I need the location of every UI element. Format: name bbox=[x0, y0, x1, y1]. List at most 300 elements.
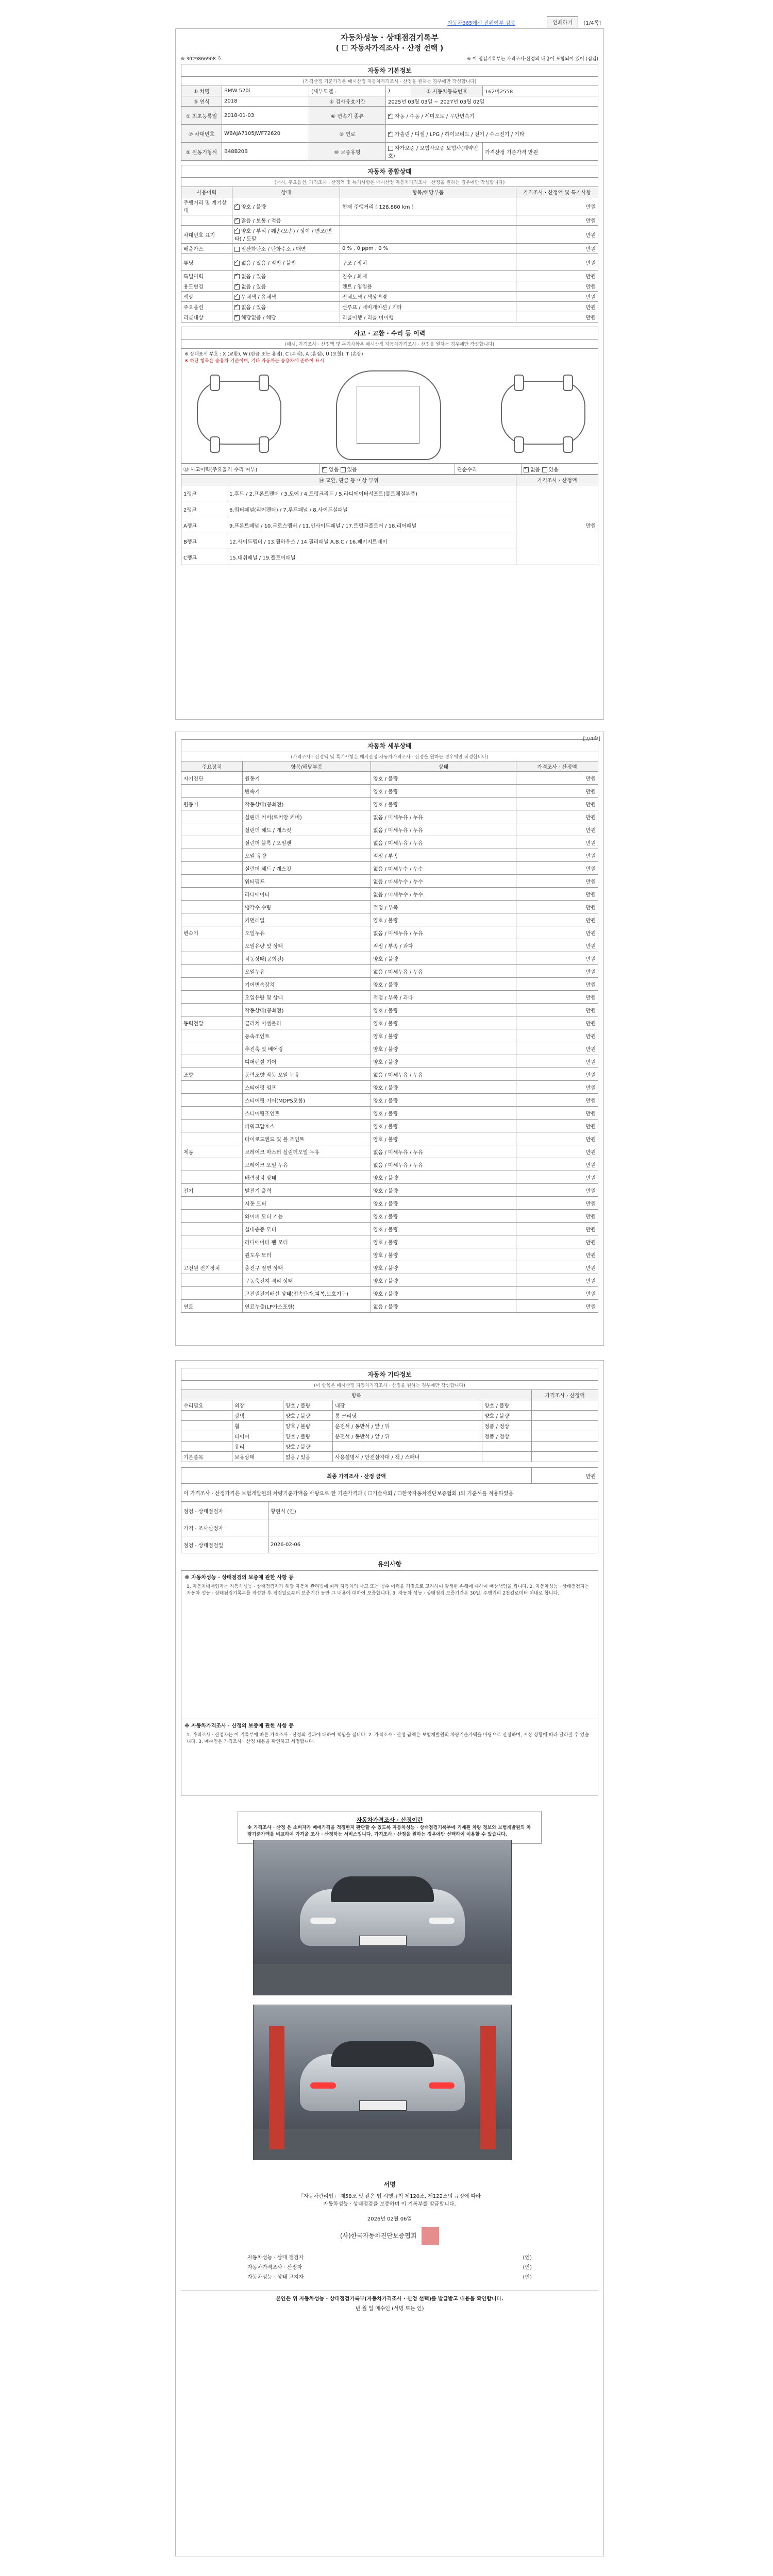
value-transmission: ✓ 자동 / 수동 / 세미오토 / 무단변속기 bbox=[386, 107, 598, 125]
table-row bbox=[181, 1171, 598, 1184]
basic-info-table bbox=[181, 86, 598, 161]
detail-part: 브레이크 오일 누유 bbox=[243, 1158, 371, 1171]
detail-sys bbox=[181, 991, 243, 1004]
table-row bbox=[181, 1248, 598, 1261]
detail-part: 파워고압호스 bbox=[243, 1120, 371, 1132]
table-row: 가격 · 조사산정자 bbox=[181, 1519, 598, 1536]
detail-price: 만원 bbox=[516, 798, 598, 810]
detail-part: 오일 유량 bbox=[243, 849, 371, 862]
detail-sys bbox=[181, 1055, 243, 1068]
detail-price: 만원 bbox=[516, 1068, 598, 1081]
table-row bbox=[181, 1210, 598, 1223]
detail-part: 배력장치 상태 bbox=[243, 1171, 371, 1184]
detail-sys bbox=[181, 939, 243, 952]
print-button[interactable]: 인쇄하기 bbox=[547, 16, 578, 27]
detail-price: 만원 bbox=[516, 901, 598, 913]
table-row: 2랭크 6.쿼터패널(리어펜더) / 7.루프패널 / 8.사이드실패널 bbox=[181, 501, 598, 517]
organization-name: (사)한국자동차진단보증협회 bbox=[340, 2232, 417, 2240]
checkbox-icon bbox=[388, 114, 393, 119]
notice1-title: ※ 자동차성능 · 상태점검의 보증에 관한 사항 등 bbox=[184, 1575, 294, 1581]
detail-state: 양호 / 불량 bbox=[371, 785, 516, 798]
table-row: 차대번호 표기 ✓양호 / 부식 / 훼손(오손) / 상이 / 변조(변타) / 도말 만원 bbox=[181, 226, 598, 244]
table-row bbox=[181, 1223, 598, 1235]
table-row: 색상 ✓ 무채색 / 유채색 전체도색 / 색상변경 만원 bbox=[181, 292, 598, 302]
checkbox-icon bbox=[388, 146, 393, 151]
detail-part: 워터펌프 bbox=[243, 875, 371, 888]
exchange-table bbox=[181, 474, 598, 565]
detail-sys: 변속기 bbox=[181, 926, 243, 939]
notice1-text: 1. 자동차매매업자는 자동차성능 · 상태점검자가 해당 자동차 관리법에 따라 자동차의 사고 또는 침수 이력을 거짓으로 고지하여 발생한 손해에 대하여 배상책임을 집니다. 2. 자동차성능 · 상태점검자는 자동차 성능 · 상태점검기록부를 작성한 후 점검일로부터 보증기간 동안 그 내용에 대하여 보증합니다. 3. 자동차 성능 · 상태점검 보증기간은 30일, 주행거리 2천킬로미터 이내로 합니다. bbox=[187, 1584, 590, 1596]
detail-sys bbox=[181, 823, 243, 836]
detail-price: 만원 bbox=[516, 939, 598, 952]
doc-note: ※ 이 점검기록부는 가격조사·산정의 내용이 포함되어 있어 (점검) bbox=[467, 57, 598, 62]
detail-part: 냉각수 수량 bbox=[243, 901, 371, 913]
wheel-icon bbox=[563, 436, 573, 453]
table-row: 점검 · 상태점검자 황현식 (인) bbox=[181, 1502, 598, 1519]
detail-sys bbox=[181, 1210, 243, 1223]
table-row bbox=[181, 862, 598, 875]
detail-part: 스티어링조인트 bbox=[243, 1107, 371, 1120]
detail-price: 만원 bbox=[516, 1094, 598, 1107]
detail-sys bbox=[181, 1029, 243, 1042]
detail-sys bbox=[181, 952, 243, 965]
photo-floor bbox=[254, 1964, 511, 1995]
page-1 bbox=[175, 28, 604, 720]
verify-link[interactable]: 자동차365에서 진위여부 검증 bbox=[447, 21, 515, 26]
detail-sys bbox=[181, 849, 243, 862]
detail-price: 만원 bbox=[516, 1081, 598, 1094]
table-row bbox=[181, 913, 598, 926]
car-side-right-shape bbox=[501, 381, 585, 445]
detail-price: 만원 bbox=[516, 888, 598, 901]
detail-part: 실린더 헤드 / 개스킷 bbox=[243, 823, 371, 836]
detail-sys bbox=[181, 785, 243, 798]
detail-price: 만원 bbox=[516, 1261, 598, 1274]
detail-sys bbox=[181, 1197, 243, 1210]
table-row bbox=[181, 798, 598, 810]
detail-sys bbox=[181, 1081, 243, 1094]
table-row: 광택 양호 / 불량 룸 크리닝 양호 / 불량 bbox=[181, 1411, 598, 1421]
detail-part: 라디에이터 팬 모터 bbox=[243, 1235, 371, 1248]
detail-part: 스티어링 펌프 bbox=[243, 1081, 371, 1094]
final-price-title: 최종 가격조사 · 산정 금액 bbox=[181, 1468, 532, 1484]
detail-sys bbox=[181, 1094, 243, 1107]
page-2 bbox=[175, 732, 604, 1346]
detail-sys bbox=[181, 1107, 243, 1120]
headlight-left bbox=[310, 1918, 336, 1924]
detail-state: 없음 / 미세누유 / 누유 bbox=[371, 836, 516, 849]
label-inspection-period: ④ 검사유효기간 bbox=[309, 96, 386, 107]
checkbox-icon bbox=[234, 305, 240, 310]
detail-price: 만원 bbox=[516, 823, 598, 836]
detail-price: 만원 bbox=[516, 1145, 598, 1158]
table-row bbox=[181, 875, 598, 888]
detail-sys: 동력전달 bbox=[181, 1016, 243, 1029]
label-car-name: ① 차명 bbox=[181, 86, 222, 96]
table-row bbox=[181, 1016, 598, 1029]
value-year: 2018 bbox=[222, 96, 309, 107]
table-row: 주요옵션 ✓ 없음 / 있음 선루프 / 네비게이션 / 기타 만원 bbox=[181, 302, 598, 312]
detail-sys bbox=[181, 1158, 243, 1171]
detail-sys bbox=[181, 1132, 243, 1145]
inspection-photo-rear bbox=[253, 2005, 512, 2160]
table-row bbox=[181, 965, 598, 978]
detail-part: 오일유량 및 상태 bbox=[243, 939, 371, 952]
detail-state: 양호 / 불량 bbox=[371, 1132, 516, 1145]
table-row bbox=[181, 849, 598, 862]
detail-state: 양호 / 불량 bbox=[371, 1235, 516, 1248]
detail-price: 만원 bbox=[516, 1055, 598, 1068]
table-row bbox=[181, 901, 598, 913]
detail-sys bbox=[181, 913, 243, 926]
detail-state: 적정 / 부족 / 과다 bbox=[371, 939, 516, 952]
detail-sys bbox=[181, 862, 243, 875]
table-row bbox=[181, 1081, 598, 1094]
detail-state: 양호 / 불량 bbox=[371, 1042, 516, 1055]
detail-part: 작동상태(공회전) bbox=[243, 798, 371, 810]
detail-state: 없음 / 미세누수 / 누수 bbox=[371, 888, 516, 901]
table-row bbox=[181, 1300, 598, 1313]
detail-price: 만원 bbox=[516, 810, 598, 823]
detail-note: (가격조사 · 산정액 및 특기사항은 매시산정 자동차가격조사 · 산정을 원하는 경우에만 작성합니다) bbox=[181, 752, 598, 761]
detail-state: 없음 / 미세누유 / 누유 bbox=[371, 1145, 516, 1158]
detail-price: 만원 bbox=[516, 1132, 598, 1145]
detail-state: 없음 / 미세누유 / 누유 bbox=[371, 965, 516, 978]
table-row bbox=[181, 772, 598, 785]
detail-price: 만원 bbox=[516, 913, 598, 926]
header-history: 사용이력 bbox=[181, 187, 232, 197]
table-row bbox=[181, 1235, 598, 1248]
accident-title: 사고 · 교환 · 수리 등 이력 bbox=[181, 327, 598, 339]
detail-part: 고전원전기배선 상태(접속단자,피복,보호기구) bbox=[243, 1287, 371, 1300]
table-row bbox=[181, 1068, 598, 1081]
detail-state: 양호 / 불량 bbox=[371, 913, 516, 926]
detail-sys bbox=[181, 1004, 243, 1016]
other-info-title: 자동차 기타정보 bbox=[181, 1368, 598, 1380]
header-state: 상태 bbox=[232, 187, 340, 197]
final-price-note: 이 가격조사 · 산정가격은 보험개발원의 차량기준가액을 바탕으로 한 기준가격과 ( ☐기술사회 / ☐한국자동차진단보증협회 )의 기준서를 적용하였음 bbox=[181, 1484, 598, 1502]
detail-state: 양호 / 불량 bbox=[371, 798, 516, 810]
detail-part: 기어변속장치 bbox=[243, 978, 371, 991]
detail-part: 클러치 어셈블리 bbox=[243, 1016, 371, 1029]
label-transmission: ⑥ 변속기 종류 bbox=[309, 107, 386, 125]
table-row: 1랭크 1.후드 / 2.프론트펜더 / 3.도어 / 4.트렁크리드 / 5.라디에이터서포트(볼트체결부품) 만원 bbox=[181, 485, 598, 501]
table-row bbox=[181, 978, 598, 991]
detail-sys bbox=[181, 1171, 243, 1184]
detail-state: 적정 / 부족 bbox=[371, 849, 516, 862]
table-row bbox=[181, 823, 598, 836]
detail-price: 만원 bbox=[516, 1274, 598, 1287]
checkbox-icon bbox=[234, 261, 240, 266]
table-row bbox=[181, 1274, 598, 1287]
detail-part: 변속기 bbox=[243, 785, 371, 798]
detail-sys bbox=[181, 1223, 243, 1235]
detail-sys: 자기진단 bbox=[181, 772, 243, 785]
checkbox-icon bbox=[234, 274, 240, 279]
detail-part: 작동상태(공회전) bbox=[243, 952, 371, 965]
headlight-right bbox=[429, 1918, 455, 1924]
wheel-icon bbox=[563, 375, 573, 391]
lift-pillar-right bbox=[480, 2026, 496, 2149]
table-row: 주행거리 및 계기상태 ✓양호 / 불량 현재 주행거리 [ 128,880 km ] 만원 bbox=[181, 197, 598, 215]
wheel-icon bbox=[259, 375, 269, 391]
table-row: 자동차성능 · 상태 고지자 (인) bbox=[247, 2275, 532, 2280]
sign-date: 2026년 02월 06일 bbox=[367, 2216, 412, 2222]
detail-price: 만원 bbox=[516, 1107, 598, 1120]
price-info-box-title: 자동차가격조사 · 산정이란 bbox=[356, 1817, 423, 1823]
table-row: 유리 양호 / 불량 bbox=[181, 1442, 598, 1452]
detail-part: 동력조향 작동 오일 누유 bbox=[243, 1068, 371, 1081]
detail-price: 만원 bbox=[516, 1004, 598, 1016]
table-row bbox=[181, 810, 598, 823]
table-row bbox=[181, 1029, 598, 1042]
detail-part: 실린더 헤드 / 개스킷 bbox=[243, 862, 371, 875]
detail-sys bbox=[181, 1120, 243, 1132]
detail-state: 적정 / 부족 / 과다 bbox=[371, 991, 516, 1004]
table-row: 기본품목 보유상태 없음 / 있음 사용설명서 / 안전삼각대 / 잭 / 스패너 bbox=[181, 1452, 598, 1462]
value-inspection-period: 2025년 03월 03일 ~ 2027년 03월 02일 bbox=[386, 96, 598, 107]
other-info-table bbox=[181, 1389, 598, 1462]
detail-sys: 고전원 전기장치 bbox=[181, 1261, 243, 1274]
detail-part: 커먼레일 bbox=[243, 913, 371, 926]
detail-state: 양호 / 불량 bbox=[371, 1171, 516, 1184]
exchange-title: ⑭ 교환, 판금 등 이상 부위 bbox=[181, 475, 516, 485]
label-first-reg: ⑤ 최초등록일 bbox=[181, 107, 222, 125]
table-row: ✓많음 / 보통 / 적음 만원 bbox=[181, 215, 598, 226]
accident-history-label: ⑬ 사고이력(주요골격 수리 여부) bbox=[181, 464, 320, 474]
license-plate bbox=[359, 1936, 407, 1946]
detail-sys: 제동 bbox=[181, 1145, 243, 1158]
detail-price: 만원 bbox=[516, 978, 598, 991]
detail-part: 발전기 출력 bbox=[243, 1184, 371, 1197]
table-row: 배출가스 일산화탄소 / 탄화수소 / 매연 0 % , 0 ppm , 0 % 만원 bbox=[181, 244, 598, 254]
table-row: A랭크 9.프론트패널 / 10.크로스멤버 / 11.인사이드패널 / 17.트렁크플로어 / 18.리어패널 bbox=[181, 517, 598, 533]
table-row bbox=[181, 1184, 598, 1197]
table-row bbox=[181, 1287, 598, 1300]
detail-price: 만원 bbox=[516, 1223, 598, 1235]
detail-sys bbox=[181, 836, 243, 849]
detail-state: 없음 / 미세누유 / 누유 bbox=[371, 823, 516, 836]
status-title: 자동차 종합상태 bbox=[181, 165, 598, 177]
header-system: 주요장치 bbox=[181, 761, 243, 772]
final-price-table bbox=[181, 1467, 598, 1502]
detail-price: 만원 bbox=[516, 1248, 598, 1261]
table-row bbox=[181, 939, 598, 952]
table-row bbox=[181, 888, 598, 901]
table-row bbox=[181, 1120, 598, 1132]
checkbox-icon bbox=[234, 205, 240, 210]
table-row: 타이어 양호 / 불량 운전석 / 동반석 / 앞 / 뒤 정품 / 정상 bbox=[181, 1431, 598, 1442]
value-car-name: BMW 520i bbox=[222, 86, 309, 96]
table-row: C랭크 15.대쉬패널 / 19.플로어패널 bbox=[181, 549, 598, 565]
detail-sys bbox=[181, 1274, 243, 1287]
official-seal-icon bbox=[422, 2227, 439, 2245]
detail-sys bbox=[181, 1287, 243, 1300]
photo-car-glass bbox=[331, 2041, 434, 2067]
table-row bbox=[181, 926, 598, 939]
detail-sys: 연료 bbox=[181, 1300, 243, 1313]
table-row bbox=[181, 1145, 598, 1158]
detail-state: 양호 / 불량 bbox=[371, 1184, 516, 1197]
detail-state: 없음 / 미세누수 / 누수 bbox=[371, 862, 516, 875]
status-table bbox=[181, 187, 598, 323]
taillight-left bbox=[310, 2082, 336, 2089]
checkbox-icon bbox=[524, 467, 529, 472]
table-row bbox=[181, 1094, 598, 1107]
table-row: 휠 양호 / 불량 운전석 / 동반석 / 앞 / 뒤 정품 / 정상 bbox=[181, 1421, 598, 1431]
detail-part: 실내송풍 모터 bbox=[243, 1223, 371, 1235]
detail-price: 만원 bbox=[516, 1042, 598, 1055]
header-part: 항목/해당부품 bbox=[243, 761, 371, 772]
inspector-table bbox=[181, 1502, 598, 1553]
value-fuel: ✓ 가솔린 / 디젤 / LPG / 하이브리드 / 전기 / 수소전기 / 기타 bbox=[386, 125, 598, 143]
simple-repair-state: ✓ 없음 있음 bbox=[522, 464, 598, 474]
accident-state: ✓ 없음 있음 bbox=[320, 464, 455, 474]
detail-part: 구동축전지 격리 상태 bbox=[243, 1274, 371, 1287]
detail-state: 양호 / 불량 bbox=[371, 952, 516, 965]
detail-price: 만원 bbox=[516, 991, 598, 1004]
wheel-icon bbox=[514, 436, 524, 453]
detail-table bbox=[181, 761, 598, 1313]
detail-state: 양호 / 불량 bbox=[371, 1274, 516, 1287]
detail-part: 라디에이터 bbox=[243, 888, 371, 901]
detail-state: 없음 / 미세누유 / 누유 bbox=[371, 810, 516, 823]
label-sub-model: (세부모델 : bbox=[309, 86, 386, 96]
label-vin: ⑦ 차대번호 bbox=[181, 125, 222, 143]
page-title: 자동차성능 · 상태점검기록부 bbox=[340, 33, 439, 42]
detail-state: 양호 / 불량 bbox=[371, 1261, 516, 1274]
detail-price: 만원 bbox=[516, 862, 598, 875]
table-row bbox=[181, 991, 598, 1004]
detail-price: 만원 bbox=[516, 1300, 598, 1313]
table-row bbox=[181, 1197, 598, 1210]
detail-part: 충전구 절연 상태 bbox=[243, 1261, 371, 1274]
detail-part: 오일유량 및 상태 bbox=[243, 991, 371, 1004]
label-engine-type: ⑨ 원동기형식 bbox=[181, 143, 222, 161]
detail-price: 만원 bbox=[516, 1158, 598, 1171]
value-sub-model: ) bbox=[386, 86, 411, 96]
table-row: 용도변경 ✓ 없음 / 있음 렌트 / 영업용 만원 bbox=[181, 281, 598, 292]
table-row: 특별이력 ✓ 없음 / 있음 침수 / 화재 만원 bbox=[181, 271, 598, 281]
header-detail: 항목/해당부품 bbox=[340, 187, 516, 197]
detail-state: 양호 / 불량 bbox=[371, 1120, 516, 1132]
car-side-left-shape bbox=[197, 381, 281, 445]
detail-title: 자동차 세부상태 bbox=[181, 739, 598, 752]
sign-table bbox=[245, 2252, 534, 2281]
notice2-title: ※ 자동차가격조사 · 산정의 보증에 관한 사항 등 bbox=[181, 1719, 598, 1731]
basic-info-title: 자동차 기본정보 bbox=[181, 64, 598, 76]
label-reg-no: ② 자동차등록번호 bbox=[411, 86, 483, 96]
simple-repair-label: 단순수리 bbox=[455, 464, 522, 474]
table-row bbox=[181, 952, 598, 965]
checkbox-icon bbox=[234, 229, 240, 234]
detail-state: 양호 / 불량 bbox=[371, 1107, 516, 1120]
car-roof-shape bbox=[357, 386, 419, 444]
detail-state: 양호 / 불량 bbox=[371, 1223, 516, 1235]
header-price: 가격조사 · 산정액 및 특기사항 bbox=[516, 187, 598, 197]
detail-part: 디퍼렌셜 기어 bbox=[243, 1055, 371, 1068]
checkbox-icon bbox=[234, 247, 240, 252]
table-row bbox=[181, 836, 598, 849]
detail-price: 만원 bbox=[516, 1184, 598, 1197]
header-state: 상태 bbox=[371, 761, 516, 772]
photo-floor bbox=[254, 2129, 511, 2160]
detail-part: 스티어링 기어(MDPS포함) bbox=[243, 1094, 371, 1107]
detail-price: 만원 bbox=[516, 1197, 598, 1210]
page-number: [2/4쪽] bbox=[583, 736, 600, 742]
footer-text: 본인은 위 자동차성능 · 상태점검기록부(자동차가격조사 · 산정 선택)를 발급받고 내용을 확인합니다. bbox=[181, 2291, 598, 2302]
detail-state: 양호 / 불량 bbox=[371, 1004, 516, 1016]
detail-sys bbox=[181, 901, 243, 913]
detail-sys bbox=[181, 888, 243, 901]
detail-sys bbox=[181, 1248, 243, 1261]
status-note: (매시, 주요옵션, 가격조사 · 산정액 및 특기사항은 매시산정 자동차가격조사 · 산정을 원하는 경우에만 작성합니다) bbox=[181, 177, 598, 187]
detail-state: 양호 / 불량 bbox=[371, 1210, 516, 1223]
car-diagram bbox=[181, 365, 598, 464]
detail-price: 만원 bbox=[516, 1016, 598, 1029]
final-price-unit: 만원 bbox=[532, 1468, 598, 1484]
label-warranty: ⑩ 보증유형 bbox=[309, 143, 386, 161]
wheel-icon bbox=[210, 436, 220, 453]
detail-state: 없음 / 미세누수 / 누수 bbox=[371, 875, 516, 888]
table-row bbox=[181, 1042, 598, 1055]
page-number: [1/4쪽] bbox=[583, 21, 601, 26]
table-row bbox=[181, 1158, 598, 1171]
photo-car-glass bbox=[331, 1876, 434, 1902]
accident-table bbox=[181, 464, 598, 474]
detail-part: 연료누출(LP가스포함) bbox=[243, 1300, 371, 1313]
header-price: 가격조사 · 산정액 bbox=[532, 1390, 598, 1400]
label-fuel: ⑧ 연료 bbox=[309, 125, 386, 143]
table-row: 자동차가격조사 · 산정자 (인) bbox=[247, 2265, 532, 2270]
detail-price: 만원 bbox=[516, 952, 598, 965]
sign-title: 서명 bbox=[383, 2181, 396, 2188]
detail-part: 작동상태(공회전) bbox=[243, 1004, 371, 1016]
other-info-note: (이 항목은 매시산정 자동차가격조사 · 산정을 원하는 경우에만 작성합니다) bbox=[181, 1380, 598, 1389]
checkbox-icon bbox=[234, 315, 240, 320]
detail-state: 없음 / 미세누유 / 누유 bbox=[371, 926, 516, 939]
accident-note: (매시, 가격조사 · 산정액 및 특기사항은 매시산정 자동차가격조사 · 산정을 원하는 경우에만 작성합니다) bbox=[181, 339, 598, 348]
sign-text-2: 자동차성능 · 상태점검을 보증하며 이 기록부를 발급합니다. bbox=[323, 2201, 456, 2207]
detail-sys: 원동기 bbox=[181, 798, 243, 810]
detail-price: 만원 bbox=[516, 772, 598, 785]
table-row: 리콜대상 ✓ 해당없음 / 해당 리콜이행 / 리콜 미이행 만원 bbox=[181, 312, 598, 323]
detail-sys bbox=[181, 1042, 243, 1055]
detail-part: 오일누유 bbox=[243, 965, 371, 978]
detail-state: 없음 / 불량 bbox=[371, 1300, 516, 1313]
sign-text: 「자동차관리법」 제58조 및 같은 법 시행규칙 제120조, 제122조의 규정에 따라 bbox=[298, 2194, 481, 2199]
detail-part: 브레이크 마스터 실린더오일 누유 bbox=[243, 1145, 371, 1158]
detail-sys bbox=[181, 1235, 243, 1248]
legend-text: ※ 상태표시 부호 : X (교환), W (판금 또는 용접), C (부식), A (흠집), U (요철), T (손상) bbox=[184, 352, 363, 357]
detail-price: 만원 bbox=[516, 926, 598, 939]
header-price: 가격조사 · 산정액 bbox=[516, 761, 598, 772]
detail-price: 만원 bbox=[516, 1029, 598, 1042]
detail-state: 양호 / 불량 bbox=[371, 1029, 516, 1042]
detail-state: 없음 / 미세누유 / 누유 bbox=[371, 1158, 516, 1171]
detail-state: 적정 / 부족 bbox=[371, 901, 516, 913]
value-reg-no: 162머2558 bbox=[483, 86, 598, 96]
basic-info-note: (가격산정 기준가격은 매시산정 자동차가격조사 · 산정을 원하는 경우에만 작성합니다) bbox=[181, 76, 598, 86]
detail-price: 만원 bbox=[516, 849, 598, 862]
checkbox-icon bbox=[341, 467, 346, 472]
table-row: 자동차성능 · 상태 점검자 (인) bbox=[247, 2255, 532, 2261]
detail-state: 양호 / 불량 bbox=[371, 1081, 516, 1094]
notice2-text: 1. 가격조사 · 산정자는 이 기록부에 따른 가격조사 · 산정의 결과에 대하여 책임을 집니다. 2. 가격조사 · 산정 금액은 보험개발원의 차량기준가액을 바탕으로 산정하며, 시장 상황에 따라 달라질 수 있습니다. 3. 매수인은 가격조사 · 산정 내용을 확인하고 서명합니다. bbox=[187, 1733, 590, 1744]
table-row: 튜닝 ✓ 없음 / 있음 / 적법 / 불법 구조 / 장치 만원 bbox=[181, 254, 598, 271]
detail-sys bbox=[181, 810, 243, 823]
detail-state: 양호 / 불량 bbox=[371, 1197, 516, 1210]
